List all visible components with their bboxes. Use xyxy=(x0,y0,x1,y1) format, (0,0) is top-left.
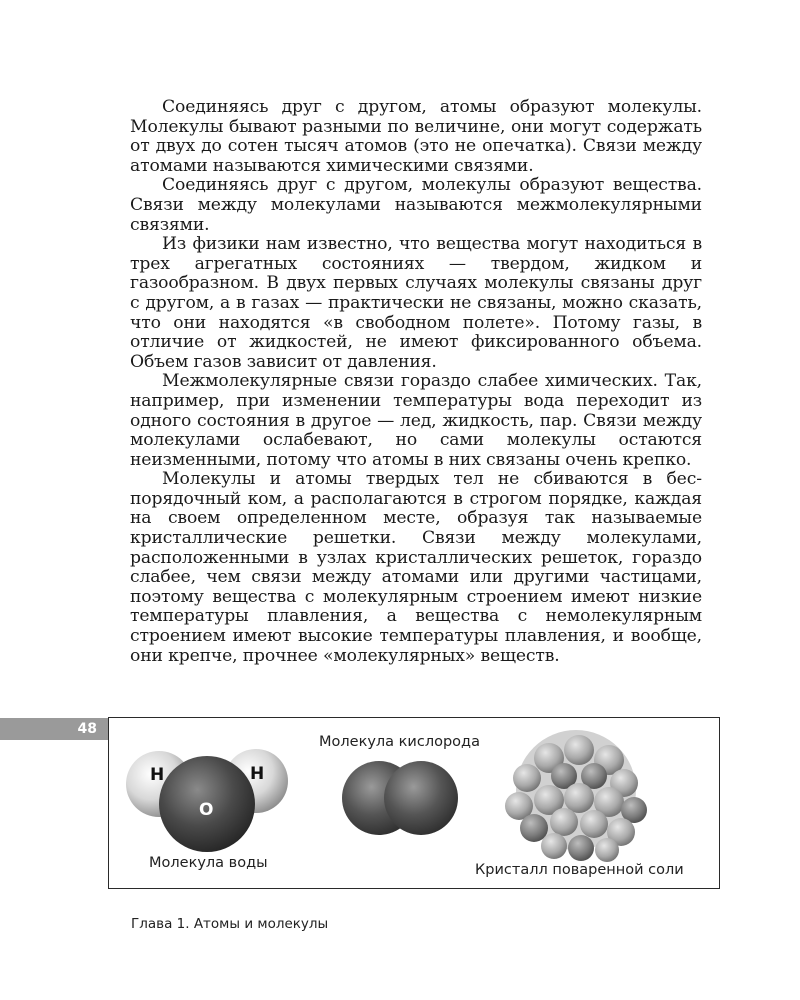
body-text xyxy=(130,98,702,666)
water-molecule xyxy=(126,749,288,852)
atom-o-label: O xyxy=(199,800,214,820)
salt-crystal xyxy=(505,730,647,862)
salt-crystal-label: Кристалл поваренной соли xyxy=(475,862,684,878)
crystal-atom xyxy=(520,814,548,842)
water-molecule-label: Молекула воды xyxy=(149,855,268,871)
atom-h-right-label: H xyxy=(250,764,265,784)
page-number: 48 xyxy=(77,721,97,737)
oxygen-atom-2 xyxy=(384,761,458,835)
crystal-atom xyxy=(541,833,567,859)
chapter-footer: Глава 1. Атомы и молекулы xyxy=(131,916,329,932)
crystal-atom xyxy=(595,838,619,862)
molecules-figure xyxy=(108,717,720,889)
paragraph-2: Соединяясь друг с другом, молекулы образуют вещества. Связи между молекулами называются межмолекулярными связями. xyxy=(130,175,702,235)
paragraph-5: Молекулы и атомы твердых тел не сбиваются в беспорядочный ком, а располагаются в строгом порядке, каждая на своем определенном месте, образуя так называемые кристаллические решетки. Связи между молекулами, расположенными в узлах кристаллических решеток, гораздо слабее, чем связи между атомами или другими частицами, поэтому вещества с молекулярным строением имеют низкие температуры плавления, а вещества с немолекулярным строением имеют высокие температуры плавления, и вообще, они крепче, прочнее «молекулярных» веществ. xyxy=(130,469,702,666)
atom-h-left-label: H xyxy=(150,765,165,785)
crystal-atom xyxy=(580,810,608,838)
paragraph-3: Из физики нам известно, что вещества могут находиться в трех агрегатных состояниях — твердом, жидком и газообразном. В двух первых случаях молекулы связаны друг с другом, а в газах — практически не связаны, можно сказать, что они находятся «в свободном полете». Потому газы, в отличие от жидкостей, не имеют фиксированного объема. Объем газов зависит от давления. xyxy=(130,234,702,372)
crystal-atom xyxy=(568,835,594,861)
crystal-atom xyxy=(564,783,594,813)
paragraph-1: Соединяясь друг с другом, атомы образуют молекулы. Молекулы бывают разными по величине, они могут содержать от двух до сотен тысяч атомов (это не опечатка). Связи между атомами называются химическими связями. xyxy=(130,97,702,176)
paragraph-4: Межмолекулярные связи гораздо слабее химических. Так, например, при изменении температуры вода переходит из одного состояния в другое — лед, жидкость, пар. Связи между молекулами ослабевают, но сами молекулы остаются неизменными, потому что атомы в них связаны очень крепко. xyxy=(130,371,702,470)
oxygen-molecule-label: Молекула кислорода xyxy=(319,734,480,750)
crystal-atom xyxy=(564,735,594,765)
crystal-atom xyxy=(550,808,578,836)
page-number-tab xyxy=(0,718,109,740)
oxygen-molecule xyxy=(342,761,458,835)
crystal-atom xyxy=(513,764,541,792)
